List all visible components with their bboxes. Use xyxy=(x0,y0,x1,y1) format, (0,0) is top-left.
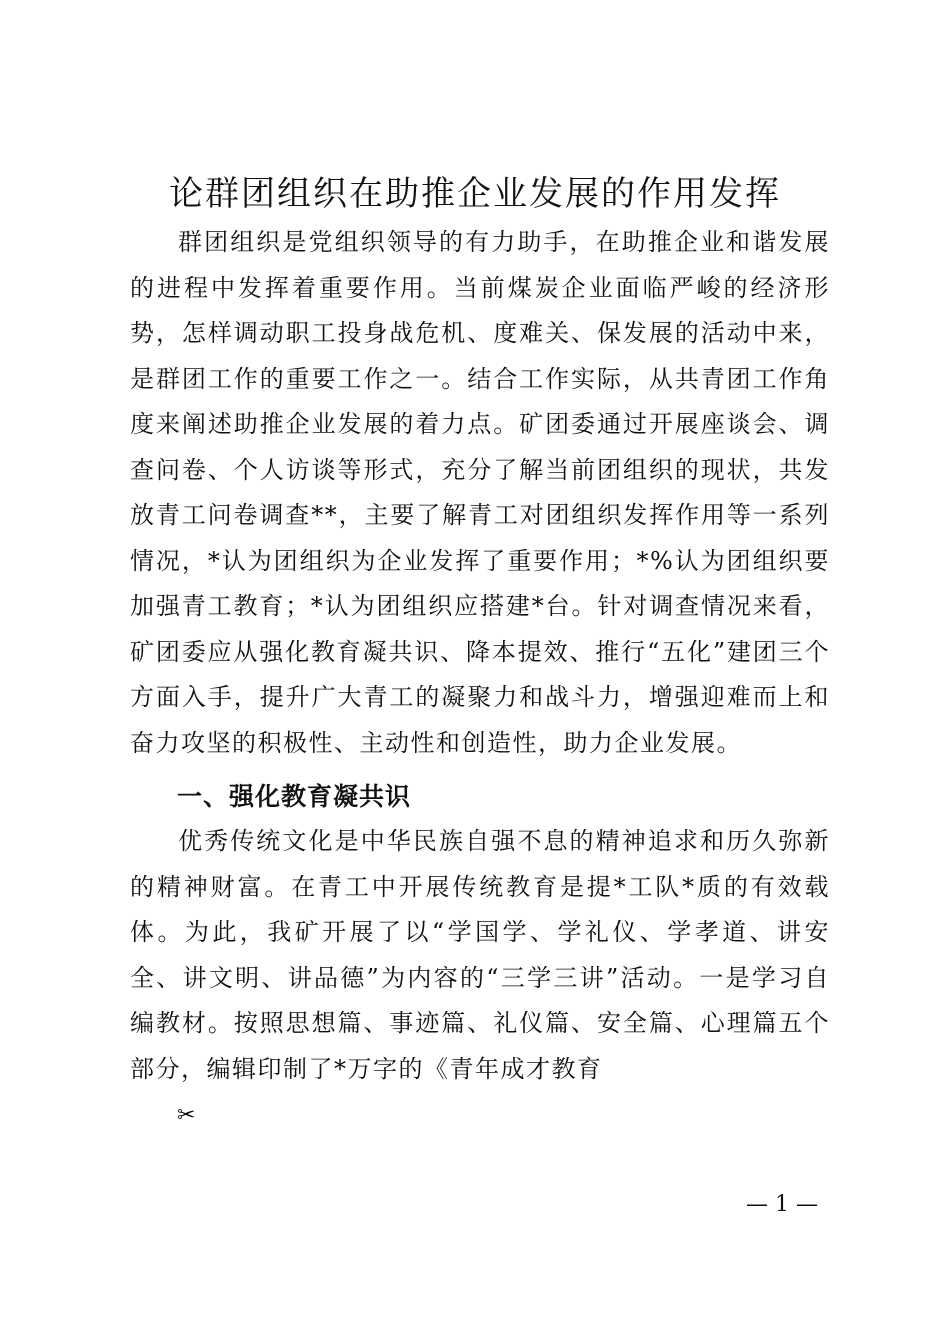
document-title: 论群团组织在助推企业发展的作用发挥 xyxy=(169,174,781,214)
body-paragraph-1: 群团组织是党组织领导的有力助手，在助推企业和谐发展的进程中发挥着重要作用。当前煤炭企业面临严峻的经济形势，怎样调动职工投身战危机、度难关、保发展的活动中来，是群团工作的重要工作之一。结合工作实际，从共青团工作角度来阐述助推企业发展的着力点。矿团委通过开展座谈会、调查问卷、个人访谈等形式，充分了解当前团组织的现状，共发放青工问卷调查**，主要了解青工对团组织发挥作用等一系列情况，*认为团组织为企业发挥了重要作用；*%认为团组织要加强青工教育；*认为团组织应搭建*台。针对调查情况来看，矿团委应从强化教育凝共识、降本提效、推行“五化”建团三个方面入手，提升广大青工的凝聚力和战斗力，增强迎难而上和奋力攻坚的积极性、主动性和创造性，助力企业发展。 xyxy=(130,228,830,757)
section-heading: 一、强化教育凝共识 xyxy=(177,782,412,811)
scissors-icon: ✂ xyxy=(177,1103,196,1128)
body-paragraph-2: 优秀传统文化是中华民族自强不息的精神追求和历久弥新的精神财富。在青工中开展传统教育是提*工队*质的有效载体。为此，我矿开展了以“学国学、学礼仪、学孝道、讲安全、讲文明、讲品德”为内容的“三学三讲”活动。一是学习自编教材。按照思想篇、事迹篇、礼仪篇、安全篇、心理篇五个部分，编辑印制了*万字的《青年成才教育 xyxy=(130,827,830,1083)
page-number: — 1 — xyxy=(746,1192,818,1217)
